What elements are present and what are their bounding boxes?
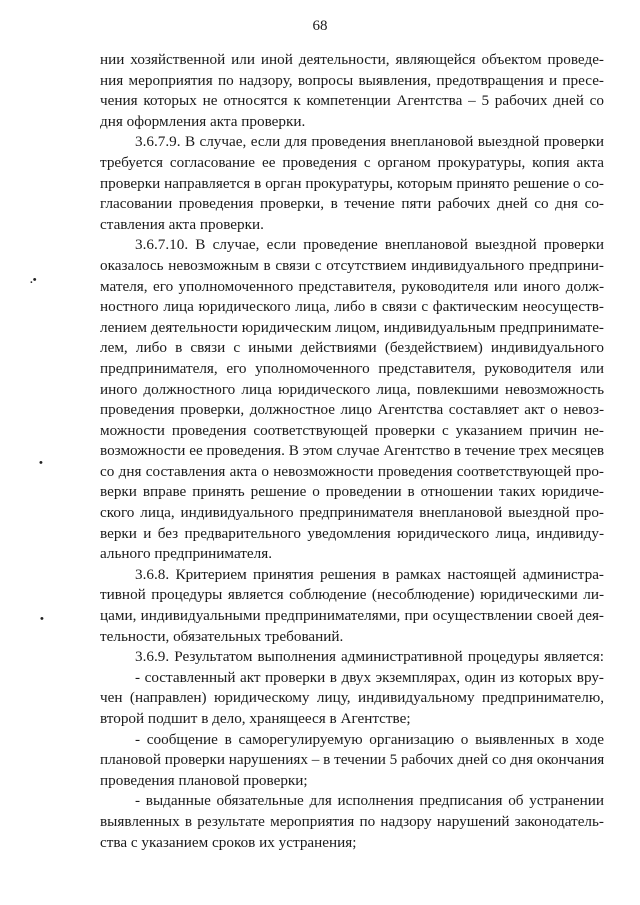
document-body: [100, 50, 604, 853]
text-line: второй подшит в дело, хранящееся в Агентстве;: [100, 710, 411, 727]
text-line: ства с указанием сроков их устранения;: [100, 833, 357, 851]
text-line: чения которых не относятся к компетенции Агентства – 5 рабочих дней со: [100, 92, 604, 110]
text-line: нии хозяйственной или иной деятельности, являющейся объектом проведе-: [100, 51, 604, 68]
text-line: ского лица, индивидуального предпринимателя внеплановой выездной про-: [100, 504, 604, 522]
text-line: 3.6.8. Критерием принятия решения в рамках настоящей администра-: [135, 565, 604, 583]
text-line: проверки направляется в орган прокуратуры, которым принято решение о со-: [100, 174, 604, 192]
text-line: верки и без предварительного уведомления юридического лица, индивиду-: [100, 524, 604, 542]
text-line: верки вправе принять решение о проведении в отношении таких юридиче-: [100, 483, 604, 501]
text-line: гласовании проведения проверки, в течение пяти рабочих дней со дня со-: [100, 195, 604, 213]
text-line: тельности, обязательных требований.: [100, 627, 344, 645]
text-line: цами, индивидуальными предпринимателями, при осуществлении своей дея-: [100, 607, 604, 625]
text-line: чен (направлен) юридическому лицу, индивидуальному предпринимателю,: [100, 689, 604, 707]
text-line: можности проведения соответствующей проверки с указанием причин не-: [100, 421, 604, 439]
text-line: плановой проверки нарушениях – в течении 5 рабочих дней со дня окончания: [100, 751, 604, 769]
text-line: 3.6.7.9. В случае, если для проведения внеплановой выездной проверки: [135, 133, 604, 151]
text-line: со дня составления акта о невозможности проведения соответствующей про-: [100, 462, 604, 480]
text-line: возможности ее проведения. В этом случае Агентство в течение трех месяцев: [100, 442, 604, 460]
text-line: - сообщение в саморегулируемую организацию о выявленных в ходе: [135, 730, 604, 748]
text-line: лением деятельности юридическим лицом, индивидуальным предпринимате-: [100, 318, 604, 336]
margin-mark: •: [39, 457, 43, 469]
margin-mark: •: [40, 613, 44, 625]
margin-mark: .•: [30, 274, 37, 286]
text-line: требуется согласование ее проведения с органом прокуратуры, копия акта: [100, 153, 604, 171]
text-line: 3.6.7.10. В случае, если проведение внеплановой выездной проверки: [135, 236, 604, 254]
text-line: проведения плановой проверки;: [100, 771, 308, 789]
text-line: тивной процедуры является соблюдение (несоблюдение) юридическими ли-: [100, 586, 604, 604]
page-number: 68: [312, 18, 328, 34]
text-line: выявленных в результате мероприятия по надзору нарушений законодатель-: [100, 812, 604, 830]
text-line: - составленный акт проверки в двух экземплярах, один из которых вру-: [135, 668, 604, 686]
text-line: проведения проверки, должностное лицо Агентства составляет акт о невоз-: [100, 401, 604, 419]
text-line: мателя, его уполномоченного представителя, руководителя или иного долж-: [100, 277, 604, 295]
text-line: ностного лица юридического лица, либо в связи с фактическим неосуществ-: [100, 298, 604, 316]
text-line: дня оформления акта проверки.: [100, 112, 306, 130]
text-line: - выданные обязательные для исполнения предписания об устранении: [135, 792, 604, 810]
text-line: предпринимателя, его уполномоченного представителя, руководителя или: [100, 359, 604, 377]
text-line: иного должностного лица юридического лица, повлекшими невозможность: [100, 380, 604, 398]
text-line: 3.6.9. Результатом выполнения административной процедуры является:: [135, 648, 604, 666]
text-line: ния мероприятия по надзору, вопросы выявления, предотвращения и пресе-: [100, 71, 604, 89]
text-line: ставления акта проверки.: [100, 215, 264, 233]
text-line: лем, либо в связи с иными действиями (бездействием) индивидуального: [100, 339, 604, 357]
text-line: ального предпринимателя.: [100, 545, 273, 563]
text-line: оказалось невозможным в связи с отсутствием индивидуального предприни-: [100, 256, 604, 274]
